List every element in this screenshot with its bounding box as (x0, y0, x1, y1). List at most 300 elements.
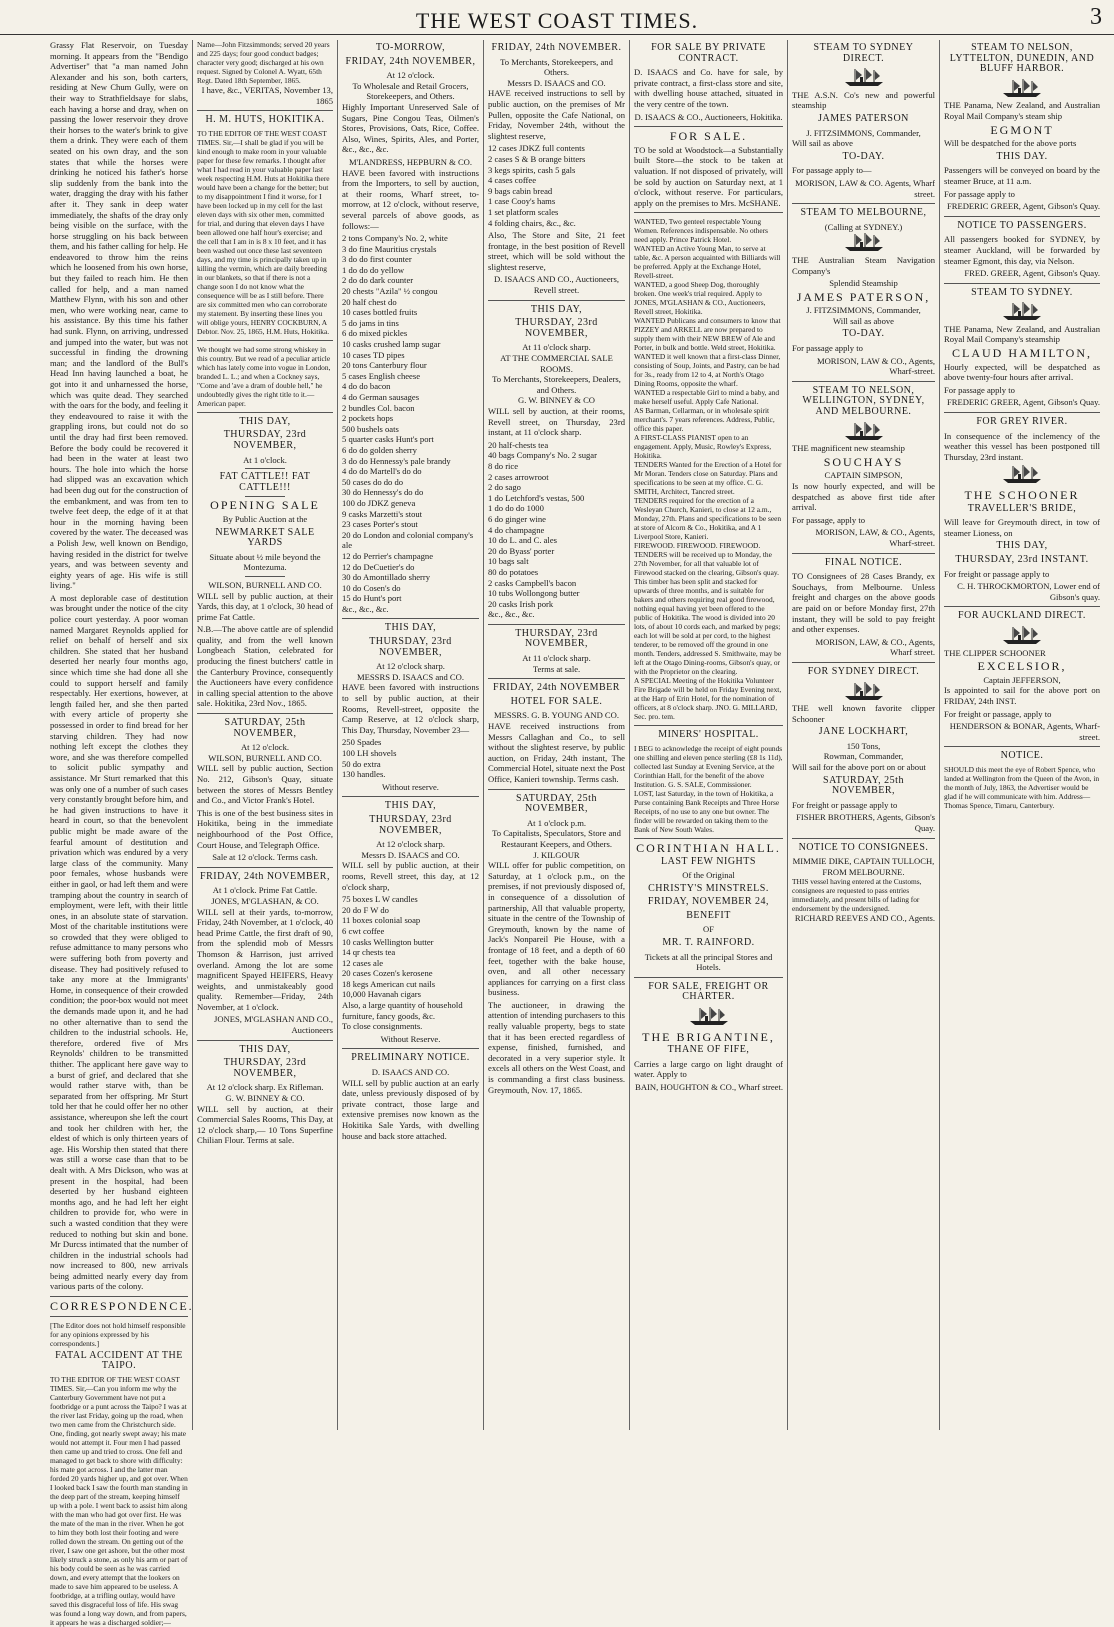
small-print-notice: WANTED it well known that a first-class Dinner, consisting of Soup, Joints, and Pastry, can be had for 3s., ready from 12 to 4, at North's Otago Dining Rooms, opposite the wharf. (634, 352, 781, 389)
centered-line: Without reserve. (382, 781, 439, 792)
centered-line: OF (703, 924, 714, 935)
centered-line: D. ISAACS AND CO. (371, 1067, 450, 1078)
lot-item: 4 cases coffee (488, 175, 537, 186)
lot-item: 5 cases English cheese (342, 370, 421, 381)
section-heading: FOR GREY RIVER. (976, 416, 1068, 428)
section-heading: THANE OF FIFE, (667, 1044, 750, 1056)
article-paragraph: Carries a large cargo on light draught of water. Apply to (634, 1058, 783, 1080)
section-heading: FRIDAY, 24th NOVEMBER (493, 682, 620, 694)
centered-line: Captain JEFFERSON, (983, 674, 1061, 685)
lot-item: 14 qr chests tea (342, 947, 396, 958)
article-paragraph: WILL sell by public auction, at their Yards, this day, at 1 o'clock, 30 head of prime Fat Cattle. (197, 590, 333, 622)
lot-list (342, 894, 479, 1032)
small-print-notice: A SPECIAL Meeting of the Hokitika Volunteer Fire Brigade will be held on Friday Evening next, at the Harp of Erin Hotel, for the nomination of officers, at 8 o'clock sharp. JNO. G. MILLARD, Sec. pro. tem. (634, 676, 782, 722)
article-paragraph: WILL sell by auction, at their Commercial Sales Rooms, This Day, at 12 o'clock sharp,— 10 Tons Superfine Chilian Flour. Terms at sale. (197, 1103, 333, 1146)
lot-item: 10 cases bottled fruits (342, 307, 418, 318)
lot-item: 10 casks Wellington butter (342, 936, 434, 947)
section-heading: MR. T. RAINFORD. (662, 937, 755, 949)
lot-item: Also, a large quantity of household furniture, fancy goods, &c. (342, 1000, 463, 1021)
lot-item: 100 do JDKZ geneva (342, 497, 416, 508)
lot-item: 2 cases arrowroot (488, 471, 549, 482)
section-heading: FRIDAY, NOVEMBER 24, (647, 896, 770, 908)
column-divider (197, 867, 333, 868)
centered-line: Messrs D. ISAACS and CO. (361, 849, 460, 860)
centered-line: At 12 o'clock sharp. Ex Rifleman. (206, 1082, 324, 1093)
display-heading: JAMES PATERSON, (796, 289, 931, 304)
lot-item: 2 pockets hops (342, 413, 394, 424)
column-divider (197, 1040, 333, 1041)
section-heading: MINERS' HOSPITAL. (658, 729, 759, 741)
page-number: 3 (1090, 4, 1102, 30)
section-heading: TRAVELLER'S BRIDE, (967, 502, 1077, 514)
centered-line: At 12 o'clock sharp. (376, 661, 445, 672)
column-divider (792, 203, 935, 204)
lot-item: 12 do Perrier's champagne (342, 550, 434, 561)
centered-line: At 11 o'clock sharp. (522, 342, 591, 353)
column-divider (197, 713, 333, 714)
ship-icon (792, 67, 935, 90)
small-print-notice: WANTED a respectable Girl to mind a baby, and make herself useful. Apply Cafe National. (634, 388, 780, 407)
article-paragraph: In consequence of the inclemency of the weather this vessel has been postponed till Thursday, 23rd instant. (944, 430, 1100, 462)
small-print-notice: TENDERS Wanted for the Erection of a Hotel for Mr Moran. Tenders close on Saturday. Plans and specifications to be seen at my office. C. G. SMITH, Architect, Tancred street. (634, 460, 782, 497)
small-print-notice: AS Barman, Cellarman, or in wholesale spirit merchant's. 7 years references. Address, Public, office this paper. (634, 406, 775, 434)
section-heading: BENEFIT (686, 909, 731, 921)
column-divider (488, 624, 625, 625)
lot-item: 12 cases ale (342, 957, 384, 968)
column-divider (245, 496, 285, 497)
column-divider (634, 838, 783, 839)
column-3 (337, 40, 483, 1430)
article-paragraph: THE Panama, New Zealand, and Australian Royal Mail Company's steamship (944, 323, 1100, 345)
article-paragraph: A most deplorable case of destitution was brought under the notice of the city police court yesterday. A poor woman named Margaret Reynolds applied for relief on behalf of herself and six children. She stated that her husband deserted her nearly four months ago, since which time she had done all she could to support herself and family respectably. Her exertions, however, at length failed her, and she then parted with every article of property she possessed in order to find bread for her starving children. They had now nothing left except the clothes they wore, and she was therefore compelled to solicit public sympathy and assistance. Mr Sturt remarked that this was only one of a number of such cases very constantly brought before him, and he had given instructions to have it heard in court, so that the benevolent public might be made aware of the fearful amount of destitution and privation which was endured by a very large class of the community. Many poor females, whose husbands were either in gaol, or had left them and were tramping about the country in search of employment, were left, with their little ones, in an absolute state of starvation. Most of the charitable institutions were so crowded that they were obliged to refuse admittance to many persons who were suffering both from poverty and disease. They had positively refused to take any more at the Immigrants' Home, in consequence of their crowded condition; the poor-box would not meet the demands made upon it, and he had no other alternative than to send the children to the industrial schools. He, therefore, ordered five of Mrs Reynolds' children to be transmitted thither. The applicant here gave way to a burst of grief, and declared that she would rather starve with, than be separated from her offspring. Mr Sturt told her that he could offer her no other assistance, whereupon she left the court and took her children with her, the eldest of which is only thirteen years of age. His Worship then stated that there was still a worse case than that to be dealt with. A Mrs Dickson, who was at present in the hospital, had been deserted by her husband eighteen months ago, and he had left her eight children to provide for, who were in such a wasted condition that they were reduced to nothing but skin and bone. Mr Durcss intimated that the number of children in the industrial schools had now increased to 800, new arrivals being admitted nearly every day from various parts of the colony. (50, 592, 188, 1292)
centered-line: J. FITZSIMMONS, Commander, (806, 127, 921, 138)
small-print-notice: [The Editor does not hold himself responsible for any opinions expressed by his correspondents.] (50, 1320, 186, 1348)
lot-item: 100 LH shovels (342, 748, 397, 758)
lot-item: 8 do rice (488, 460, 519, 471)
article-paragraph: Will be despatched for the above ports (944, 138, 1077, 149)
lot-list (342, 233, 479, 614)
article-paragraph: THE magnificent new steamship (792, 443, 905, 454)
lot-item: 80 do potatoes (488, 566, 539, 577)
centered-line: Rowman, Commander, (823, 751, 904, 762)
display-heading: CORRESPONDENCE. (50, 1299, 194, 1314)
lot-list (488, 143, 625, 228)
signature-line: C. H. THROCKMORTON, Lower end of Gibson's quay. (957, 581, 1100, 602)
lot-item: 6 cwt coffee (342, 925, 385, 936)
article-paragraph: For freight or passage, apply to (944, 708, 1052, 719)
column-divider (488, 300, 625, 301)
lot-item: 9 casks Marzetti's stout (342, 508, 423, 519)
small-print-notice: I BEG to acknowledge the receipt of eight pounds one shilling and eleven pence sterling (£8 1s 11d), collected last Sunday at Evening Service, at the Corinthian Hall, for the benefit of the above Institution. G. S. SALE, Commissioner. (634, 743, 783, 789)
lot-item: 4 do champagne (488, 524, 545, 535)
centered-line: MESSRS D. ISAACS and CO. (357, 671, 464, 682)
section-heading: JANE LOCKHART, (818, 726, 909, 738)
article-paragraph: Is appointed to sail for the above port on FRIDAY, 24th INST. (944, 685, 1100, 706)
lot-item: 10,000 Havanah cigars (342, 989, 421, 1000)
article-paragraph: WILL sell by public auction, Section No. 212, Gibson's Quay, situate between the stores of Messrs Bentley and Co., and Victor Frank's Hotel. (197, 763, 333, 806)
display-heading: CLAUD HAMILTON, (951, 346, 1092, 361)
lot-item: 3 do do first counter (342, 254, 412, 265)
centered-line: G. W. BINNEY & CO (517, 395, 596, 406)
article-paragraph: Grassy Flat Reservoir, on Tuesday morning. It appears from the "Bendigo Advertiser" that "a man named John Alexander and his son, both carters, residing at New Chum Gully, were on their way to Strathfieldsaye for slabs, each having a horse and dray, when on passing the lower reservoir they drove their horses to the water's brink to give them a drink. They were each of them seated on his own dray, and the son states that while the horses were drinking he noticed his father's horse slip suddenly from the bank into the water, dragging the dray with his father after it. They sank in deep water immediately, the shafts of the dray only being visible on the surface, with the horse struggling on his back between them, and his father calling for help. He endeavored to throw him the reins which he loosened from his own horse, but they failed to reach him. He then called for help, and a man named Matthew Flynn, with his son and other men, who were working near, came to his assistance. By this time his father had sunk. Flynn, on arriving, undressed and jumped into the water, but was not successful in finding the drowning man; and the landlord of the Bull's Head Inn having launched a boat, he got into it and unharnessed the horse, which was quite dead. They searched with the oars for the body, and feeling it they endeavoured to raise it with the grappling irons, but could not do so until the dray had first been removed. Before the body could be recovered it had been in the water at least two hours. The hole into which the horse had slipped was an excavation which had been dug out for the construction of the embankment, and was from ten to twelve feet deep, the edge of it at that hour in the morning having been covered by the water. The deceased was a Polish Jew, well known on Bendigo, having resided in the district for twelve years, and was between seventy and eighty years of age. His wife is still living." (50, 40, 188, 591)
article-paragraph: For passage, apply to (792, 514, 866, 525)
lot-item: 2 do sago (488, 482, 521, 493)
lot-item: 10 cases TD pipes (342, 349, 405, 360)
section-heading: THIS DAY, (384, 800, 437, 812)
centered-line: At 11 o'clock sharp. (522, 653, 591, 664)
article-paragraph: Is now hourly expected, and will be despatched as above first tide after arrival. (792, 481, 935, 513)
section-heading: FATAL ACCIDENT AT THE TAIPO. (55, 1349, 183, 1372)
section-heading: THURSDAY, 23rd NOVEMBER, (223, 1057, 307, 1079)
section-heading: FRIDAY, 24th NOVEMBER, (345, 55, 476, 67)
article-paragraph: HAVE received instructions from Messrs Callaghan and Co., to sell without the slightest reserve, by public auction, on Friday, 24th instant, The Commercial Hotel, situate next the Post Office, Kanieri township. Terms cash. (488, 721, 625, 784)
small-print-notice: FIREWOOD. FIREWOOD. FIREWOOD. TENDERS will be received up to Monday, the 27th November, for all that valuable lot of Firewood stacked on the clearing, Gibson's quay. This timber has been split and stacked for upwards of three months, and is suitable for bakers and others requiring real good firewood, nothing equal having yet been offered to the public of Hokitika. The wood is divided into 20 lots, of about 10 cords each, and marked by pegs; each lot will be sold at per cord, to the highest tenderer, to be removed off the ground in one month. Tenders, addressed S. Smithwaite, may be left at the Otago Dining-rooms, Gibson's quay, or with the Proprietor on the clearing. (634, 541, 782, 677)
column-4 (483, 40, 629, 1430)
lot-item: 3 do do Hennessy's pale brandy (342, 455, 451, 466)
column-divider (197, 340, 333, 341)
article-paragraph: WILL offer for public competition, on Saturday, at 1 o'clock p.m., on the premises, if not previously disposed of, in consequence of a dissolution of partnership, All that valuable property, situate in the centre of the Township of Greymouth, known by the name of Jack's Nonpareil Pie House, with a frontage of 18 feet, and a depth of 60 feet, together with the bake house, oven, and all other necessary appliances for carrying on a first class business. (488, 860, 625, 998)
ship-icon (634, 1006, 783, 1029)
section-heading: FRIDAY, 24th NOVEMBER. (491, 42, 622, 53)
article-paragraph: THE Panama, New Zealand, and Australian Royal Mail Company's steam ship (944, 100, 1100, 121)
small-print-notice: LOST, last Saturday, in the town of Hokitika, a Purse containing Bank Receipts and Three Horse Receipts, of no use to any one but owner. The finder will be rewarded on taking them to the Bank of New South Wales. (634, 788, 780, 834)
article-paragraph: THE A.S.N. Co's new and powerful steamship (792, 89, 935, 111)
display-heading: FOR SALE. (669, 129, 748, 144)
centered-line: Tickets at all the principal Stores and Hotels. (644, 951, 773, 973)
centered-line: WILSON, BURNELL AND CO. (208, 752, 322, 763)
centered-line: Situate about ½ mile beyond the Montezuma. (209, 551, 321, 573)
column-divider (245, 468, 285, 469)
small-print-notice: WANTED Publicans and consumers to know that PIZZEY and ARKELL are now prepared to supply them with their NEW BREW of Ale and Porter, in bulk and bottle. Weld street, Hokitika. (634, 316, 781, 353)
centered-line: At 1 o'clock. (243, 454, 287, 465)
article-paragraph: All passengers booked for SYDNEY, by steamer Auckland, will be forwarded by steamer Egmont, this day, via Nelson. (944, 234, 1100, 266)
article-paragraph: THE CLIPPER SCHOONER (944, 647, 1046, 658)
column-divider (792, 381, 935, 382)
column-5 (629, 40, 787, 1430)
lot-item: 2 casks Campbell's bacon (488, 577, 577, 588)
centered-line: At 12 o'clock. (386, 70, 435, 81)
lot-item: 40 bags Company's No. 2 sugar (488, 450, 597, 461)
column-divider (944, 283, 1100, 284)
lot-item: 50 do extra (342, 758, 381, 769)
centered-line: CAPTAIN SIMPSON, (824, 470, 903, 481)
lot-item: 500 bushels oats (342, 423, 399, 434)
article-paragraph: For freight or passage apply to (944, 568, 1050, 579)
lot-item: 18 kegs American cut nails (342, 978, 436, 989)
column-divider (634, 725, 783, 726)
small-print-notice: TO THE EDITOR OF THE WEST COAST TIMES. Sir,—Can you inform me why the Canterbury Government have not put a footbridge or a punt across the Taipo? I was at the river last Friday, going up the road, when two men came from the Christchurch side. One, finding, got nearly swept away; his mate would not attempt it. Four men I had passed then came up and tried to cross. One fell and managed to get back to shore with difficulty: his mate got across. I and the latter man forded 20 yards higher up, and got over. When I looked back I saw the fourth man standing in the deep part of the stream, keeping himself up with a pole. I went back to assist him along with the man who had got over first. He was the mate of the man in the river. When he got to him they both lost their footing and were rolled down the stream. On getting out of the river, I saw one get ashore, but the other most likely struck a stone, as only his arm or part of his body could be seen as he was carried down, and every attempt that the lookers on made to save him appeared to be useless. A footbridge, at a trifling outlay, would have saved this disgraceful loss of life. His swag was found a long way down, and from papers, it appears he was a discharged soldier;— (50, 1374, 188, 1627)
section-heading: THIS DAY, (384, 622, 437, 634)
column-divider (197, 110, 333, 111)
lot-item: &c., &c., &c. (342, 603, 389, 614)
lot-item: 9 bags cabin bread (488, 185, 553, 196)
lot-item: 4 folding chairs, &c., &c. (488, 217, 576, 228)
lot-item: 10 do Cosen's do (342, 582, 401, 593)
display-heading: EGMONT (990, 122, 1054, 137)
small-print-notice: WANTED, Two genteel respectable Young Women. References indispensable. No others need apply. Prince Patrick Hotel. (634, 217, 769, 245)
column-divider (792, 553, 935, 554)
display-heading: THE BRIGANTINE, (642, 1029, 775, 1044)
lot-item: 2 cases S & B orange bitters (488, 153, 586, 164)
display-heading: EXCELSIOR, (977, 659, 1067, 674)
lot-item: 3 do fine Mauritius crystals (342, 243, 437, 254)
section-heading: STEAM TO MELBOURNE, (800, 207, 927, 219)
centered-line: Messrs D. ISAACS and CO. (507, 77, 606, 88)
signature-line: RICHARD REEVES AND CO., Agents. (794, 913, 935, 924)
article-paragraph: N.B.—The above cattle are of splendid quality, and from the well known Longbeach Station, celebrated for producing the finest butchers' cattle in the Canterbury Province, consequently the Auctioneers have every confidence in calling special attention to the above sale. Hokitika, 23rd Nov., 1865. (197, 624, 333, 709)
lot-item: 6 do mixed pickles (342, 328, 408, 339)
column-1 (46, 40, 194, 1627)
lot-item: 2 tons Company's No. 2, white (342, 233, 448, 244)
column-divider (634, 126, 783, 127)
lot-item: 1 do do do 1000 (488, 503, 544, 514)
lot-item: To close consignments. (342, 1021, 423, 1032)
centered-line: MESSRS. G. B. YOUNG AND CO. (493, 710, 620, 721)
display-heading: SOUCHAYS (823, 454, 904, 469)
signature-line: MORISON, LAW & CO. Agents, Wharf street. (795, 177, 935, 199)
lot-item: 2 do do dark counter (342, 275, 414, 286)
signature-line: MORISON, LAW, & CO., Agents, Wharf street. (815, 636, 935, 658)
lot-item: 30 do Amontillado sherry (342, 572, 431, 583)
lot-item: 4 do do Martell's do do (342, 466, 422, 477)
centered-line: At 12 o'clock. (240, 742, 290, 753)
article-paragraph: For passage apply to (944, 188, 1015, 199)
masthead (0, 0, 1114, 35)
centered-line: To Capitalists, Speculators, Store and Restaurant Keepers, and Others. (492, 828, 621, 849)
lot-item: 50 cases do do do (342, 476, 404, 487)
article-paragraph: TO Consignees of 28 Cases Brandy, ex Souchays, from Melbourne. Unless freight and charges on the above goods are paid on or before Monday first, 27th instant, they will be sold to pay freight and other expenses. (792, 571, 935, 635)
article-paragraph: Highly Important Unreserved Sale of Sugars, Pine Congou Teas, Oilmen's Stores, Provisions, Oats, Rice, Coffee. Also, Wines, Spirits, Ales, and Porter, &c., &c., &c. (342, 101, 479, 155)
ship-icon (944, 78, 1100, 101)
article-paragraph: WILL sell at their yards, to-morrow, Friday, 24th November, at 1 o'clock, 40 head Prime Cattle, the first draft of 90, from the splendid mob of Messrs Thomson & Harrison, just arrived overland. Among the lot are some magnificent Spayed HEIFERS, Heavy weights, and unmistakeably good quality. Remember—Friday, 24th November, at 1 o'clock. (197, 906, 333, 1012)
article-paragraph: Also, The Store and Site, 21 feet frontage, in the best position of Revell street, which will be sold without the slightest reserve, (488, 230, 625, 272)
centered-line: D. ISAACS & CO., Auctioneers, Hokitika. (634, 111, 783, 122)
column-divider (488, 789, 625, 790)
column-2 (192, 40, 337, 1430)
signature-line: HENDERSON & BONAR, Agents, Wharf-street. (949, 721, 1100, 742)
column-6 (787, 40, 939, 1430)
display-heading: OPENING SALE (210, 498, 320, 513)
lot-item: 11 boxes colonial soap (342, 915, 421, 926)
lot-item: &c., &c., &c. (488, 609, 535, 620)
small-print-notice: Name—John Fitzsimmonds; served 20 years and 225 days; four good conduct badges; character very good; discharged at his own request. Signed by Colonel A. Wyatt, 65th Regt. Dated 18th September, 1865. (197, 40, 330, 85)
centered-line: To Merchants, Storekeepers, and Others. (500, 56, 613, 78)
lot-list (488, 440, 625, 620)
ship-icon (944, 464, 1100, 487)
lot-item: 10 do L. and C. ales (488, 535, 557, 546)
article-paragraph: WILL sell by public auction, at their rooms, Revell street, this day, at 12 o'clock sharp, (342, 860, 479, 892)
column-divider (634, 977, 783, 978)
section-heading: THURSDAY, 23rd NOVEMBER, (515, 627, 598, 650)
lot-item: 30 do Hennessy's do do (342, 487, 424, 498)
article-paragraph: Passengers will be conveyed on board by the steamer Bruce, at 11 a.m. (944, 165, 1100, 186)
section-heading: THIS DAY. (996, 150, 1048, 162)
article-paragraph: Will leave for Greymouth direct, in tow of steamer Lioness, on (944, 517, 1100, 538)
section-heading: FOR AUCKLAND DIRECT. (958, 610, 1086, 622)
lot-item: 20 chests "Azila" ½ congou (342, 286, 438, 297)
lot-item: 10 tubs Wollongong butter (488, 588, 580, 599)
article-paragraph: Will sail for the above port on or about (792, 762, 926, 773)
lot-item: 1 do Letchford's vestas, 500 (488, 492, 585, 503)
signature-line: FRED. GREER, Agent, Gibson's Quay. (964, 268, 1100, 279)
article-paragraph: For passage apply to— (792, 165, 872, 176)
section-heading: THURSDAY, 23rd NOVEMBER, (369, 636, 452, 658)
small-print-notice: A FIRST-CLASS PIANIST open to an engagement. Apply, Music, Rowley's Express, Hokitika. (634, 433, 772, 461)
section-heading: FINAL NOTICE. (824, 556, 903, 568)
lot-item: 3 kegs spirits, cash 5 gals (488, 164, 576, 175)
column-divider (792, 838, 935, 839)
small-print-notice: THIS vessel having entered at the Customs, consignees are requested to pass entries immediately, and present bills of lading for endorsement by the undersigned. (792, 877, 922, 914)
lot-item: 10 casks crushed lamp sugar (342, 339, 441, 350)
section-heading: THIS DAY, (530, 303, 583, 315)
column-divider (792, 662, 935, 663)
centered-line: G. W. BINNEY & CO. (225, 1093, 305, 1104)
centered-line: Of the Original (682, 870, 735, 881)
centered-line: 150 Tons, (846, 740, 881, 751)
article-paragraph: THE well known favorite clipper Schooner (792, 703, 935, 724)
centered-line: JONES, M'GLASHAN, & CO. (211, 895, 319, 906)
section-heading: NOTICE TO CONSIGNEES. (798, 841, 929, 853)
ship-icon (944, 625, 1100, 648)
lot-item: 4 do German sausages (342, 392, 420, 402)
lot-item: 1 do do do yellow (342, 264, 405, 275)
section-heading: THURSDAY, 23rd NOVEMBER, (223, 429, 307, 451)
display-heading: THE SCHOONER (964, 488, 1080, 502)
column-divider (342, 1048, 479, 1049)
section-heading: FOR SYDNEY DIRECT. (807, 665, 920, 677)
small-print-notice: SHOULD this meet the eye of Robert Spence, who landed at Wellington from the Queen of the Avon, in the month of July, 1863, the Advertiser would be glad if he will communicate with him. Address—Thomas Spence, Timaru, Canterbury. (944, 764, 1100, 810)
lot-item: 15 do Hunt's port (342, 593, 402, 604)
centered-line: To Wholesale and Retail Grocers, Storekeepers, and Others. (352, 80, 469, 102)
centered-line: Sale at 12 o'clock. Terms cash. (212, 852, 318, 863)
section-heading: CHRISTY'S MINSTRELS. (648, 882, 769, 894)
lot-item: 20 do F W do (342, 904, 389, 915)
lot-item: 5 quarter casks Hunt's port (342, 434, 434, 445)
section-heading: H. M. HUTS, HOKITIKA. (205, 114, 325, 126)
lot-item: 4 do do bacon (342, 381, 391, 392)
centered-line: D. ISAACS AND CO., Auctioneers, Revell street. (493, 274, 620, 296)
article-paragraph: TO be sold at Woodstock—a Substantially built Store—the stock to be taken at valuation. If not disposed of privately, will be sold by auction on Saturday next, at 1 o'clock, without reserve. For particulars, apply on the premises to Mrs. McSHANE. (634, 144, 783, 208)
column-divider (342, 618, 479, 619)
section-heading: SATURDAY, 25th NOVEMBER, (224, 717, 306, 739)
lot-item: 75 boxes L W candles (342, 894, 418, 905)
lot-item: 20 casks Irish pork (488, 598, 554, 609)
section-heading: THURSDAY, 23rd NOVEMBER, (515, 317, 598, 339)
column-divider (245, 576, 285, 577)
ship-icon (792, 421, 935, 444)
column-divider (50, 1316, 188, 1317)
ship-icon (944, 301, 1100, 324)
column-divider (634, 212, 783, 213)
section-heading: SATURDAY, 25th NOVEMBER, (823, 774, 904, 797)
centered-line: By Public Auction at the (222, 513, 308, 524)
centered-line: At 1 o'clock. Prime Fat Cattle. (212, 885, 318, 896)
section-heading: FAT CATTLE!! FAT CATTLE!!! (219, 471, 311, 493)
section-heading: THURSDAY, 23rd INSTANT. (955, 553, 1089, 565)
column-divider (50, 1296, 188, 1297)
ship-icon (792, 681, 935, 704)
section-heading: LAST FEW NIGHTS (661, 855, 756, 867)
lot-item: 23 cases Porter's stout (342, 519, 418, 530)
small-print-notice: TENDERS required for the erection of a Wesleyan Church, Kanieri, to close at 12 a.m., Monday, 27th. Plans and specifications to be seen at store of Alcorn & Co., Hokitika, and A 1 Liverpool Store, Kanieri. (634, 496, 782, 542)
centered-line: To Merchants, Storekeepers, Dealers, and Others. (492, 374, 621, 395)
article-paragraph: HAVE been favored with instructions to sell by public auction, at their Rooms, Revell-street, opposite the Camp Reserve, at 12 o'clock sharp, This Day, Thursday, November 23— (342, 682, 479, 735)
lot-item: 10 bags salt (488, 556, 529, 567)
lot-list (342, 737, 479, 779)
centered-line: J. KILGOUR (533, 849, 580, 860)
section-heading: THIS DAY, (996, 540, 1048, 552)
section-heading: THIS DAY, (239, 1043, 291, 1055)
lot-item: 20 half-chests tea (488, 439, 549, 450)
section-heading: THURSDAY, 23rd NOVEMBER, (369, 813, 452, 836)
lot-item: 20 do London and colonial company's ale (342, 529, 474, 551)
column-divider (342, 796, 479, 797)
section-heading: TO-DAY. (842, 150, 885, 162)
lot-item: 6 do do golden sherry (342, 444, 417, 455)
column-7 (939, 40, 1104, 1430)
lot-item: 6 do ginger wine (488, 513, 546, 524)
section-heading: FRIDAY, 24th NOVEMBER, (200, 870, 330, 882)
article-paragraph: Will sail as above (792, 138, 853, 149)
section-heading: TO-MORROW, (375, 42, 446, 53)
lot-item: 20 cases Cozen's kerosene (342, 968, 433, 979)
article-paragraph: HAVE received instructions to sell by public auction, on the premises of Mr Pullen, opposite the Cafe National, on Friday, November 24th, without the slightest reserve, (488, 88, 625, 141)
article-paragraph: WILL sell by auction, at their rooms, Revell street, on Thursday, 23rd instant, at 11 o'clock sharp. (488, 406, 625, 438)
article-paragraph: The auctioneer, in drawing the attention of intending purchasers to this really valuable property, begs to state that it has been erected regardless of expense, finished, furnished, and decorated in a very superior style. It excels all others on the West Coast, and is commanding a first class business. Greymouth, Nov. 17, 1865. (488, 999, 625, 1095)
lot-item: 1 set platform scales (488, 206, 559, 217)
centered-line: WILSON, BURNELL AND CO. (208, 579, 322, 590)
section-heading: THIS DAY, (239, 415, 291, 427)
lot-item: 130 handles. (342, 769, 386, 780)
small-print-notice: WANTED an Active Young Man, to serve at table, &c. A person acquainted with Billiards will be preferred. Apply at the Exchange Hotel, Revell-street. (634, 244, 781, 281)
lot-item: 250 Spades (342, 737, 382, 748)
column-divider (197, 412, 333, 413)
centered-line: (Calling at SYDNEY.) (824, 221, 903, 232)
lot-item: 1 case Cooy's hams (488, 196, 556, 207)
signature-line: MORISON, LAW & CO., Agents, Wharf-street. (816, 355, 935, 377)
section-heading: NOTICE TO PASSENGERS. (957, 219, 1087, 231)
ship-icon (792, 232, 935, 255)
newspaper-title: THE WEST COAST TIMES. (415, 8, 699, 33)
section-heading: FOR SALE, FREIGHT OR CHARTER. (648, 980, 769, 1003)
article-paragraph: Hourly expected, will be despatched as above twenty-four hours after arrival. (944, 361, 1100, 383)
section-heading: HOTEL FOR SALE. (510, 695, 603, 707)
centered-line: Terms at sale. (532, 663, 581, 674)
lot-item: 5 do jams in tins (342, 317, 399, 328)
centered-line: Splendid Steamship (829, 278, 898, 289)
section-heading: JAMES PATERSON (818, 112, 909, 124)
signature-line: FREDERIC GREER, Agent, Gibson's Quay. (946, 397, 1100, 408)
signature-line: JONES, M'GLASHAN AND CO., Auctioneers (213, 1014, 333, 1036)
article-paragraph: For passage apply to (792, 343, 863, 354)
section-heading: STEAM TO SYDNEY DIRECT. (813, 42, 914, 64)
column-divider (944, 746, 1100, 747)
lot-item: 12 do DeCuetier's do (342, 561, 415, 572)
lot-item: 20 half chest do (342, 296, 397, 307)
signature-line: I have, &c., VERITAS, November 13, 1865 (201, 85, 333, 106)
article-paragraph: This is one of the best business sites in Hokitika, being in the immediate neighbourhood of the Post Office, Court House, and Telegraph Office. (197, 807, 333, 850)
small-print-notice: WANTED, a good Sheep Dog, thoroughly broken. One week's trial required. Apply to JONES, M'GLASHAN & CO., Auctioneers, Revell street, Hokitika. (634, 280, 766, 317)
centered-line: At 1 o'clock p.m. (526, 817, 587, 828)
centered-line: J. FITZSIMMONS, Commander, (806, 305, 921, 316)
section-heading: NOTICE. (1000, 750, 1044, 762)
centered-line: At 12 o'clock sharp. (376, 839, 445, 850)
article-paragraph: WILL sell by public auction at an early date, unless previously disposed of by private contract, those large and extensive premises now known as the Hokitika Sale Yards, with dwelling house and back store attached. (342, 1077, 479, 1141)
signature-line: FREDERIC GREER, Agent, Gibson's Quay. (946, 201, 1100, 212)
column-divider (944, 606, 1100, 607)
section-heading: FOR SALE BY PRIVATE CONTRACT. (651, 42, 766, 64)
column-divider (944, 412, 1100, 413)
